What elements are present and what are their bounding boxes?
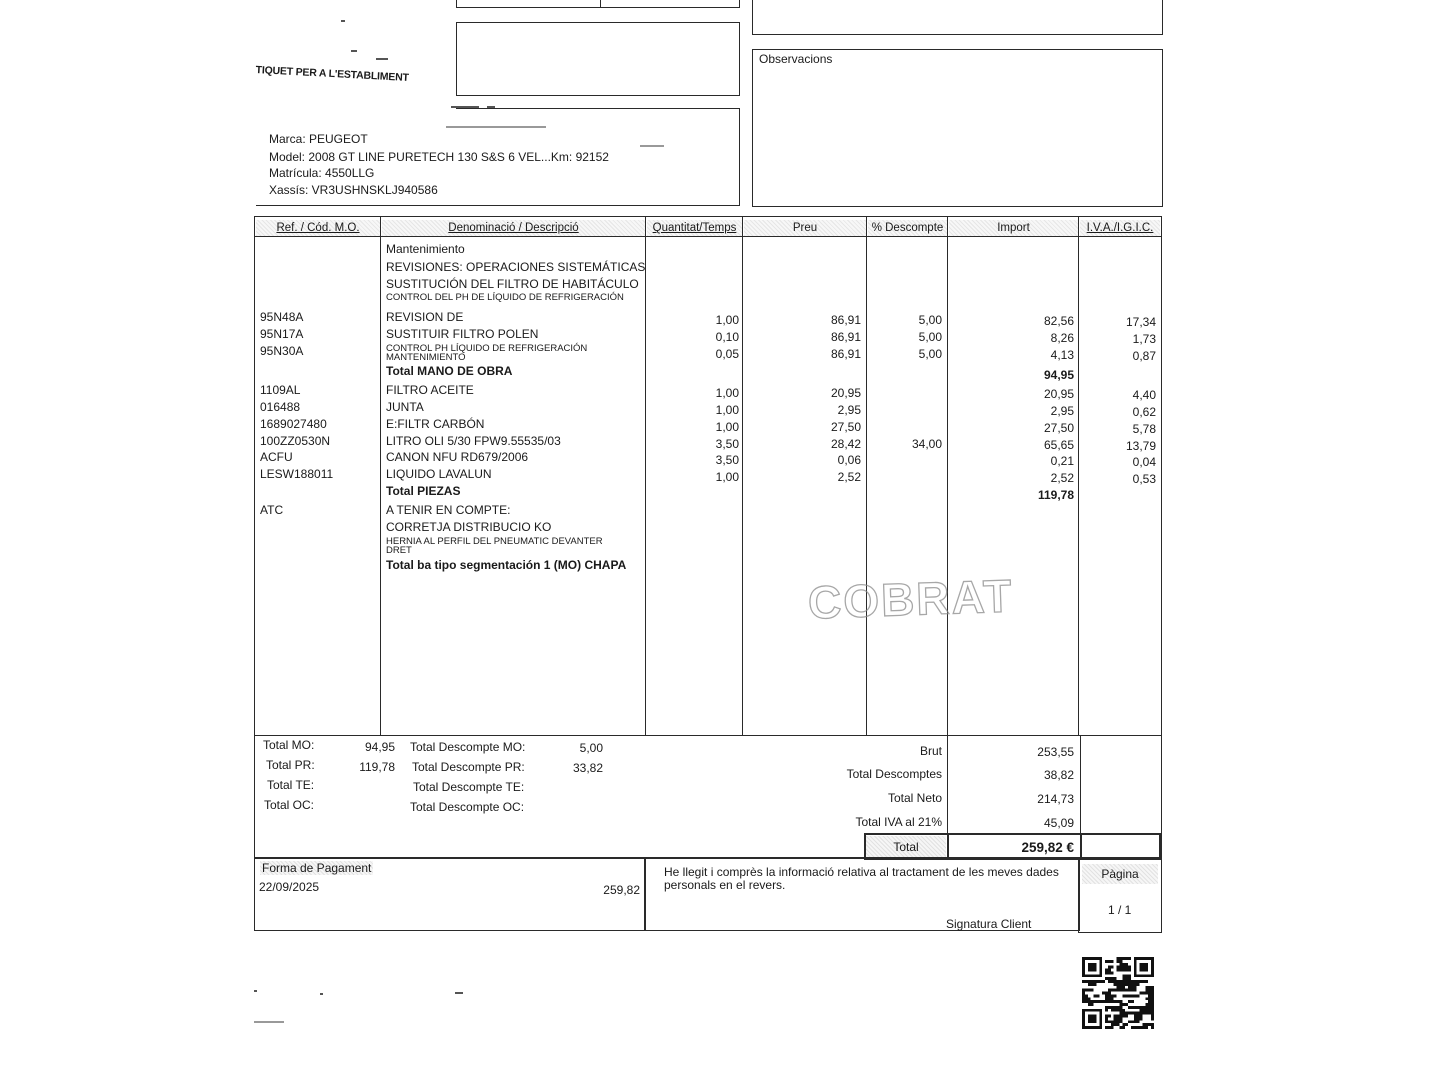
vehicle-box-bottom: [256, 205, 740, 206]
row-discount: 34,00: [911, 437, 942, 451]
row-price: 2,95: [837, 403, 861, 417]
vehicle-brand: Marca: PEUGEOT: [269, 132, 368, 146]
top-left-divider: [600, 0, 601, 8]
row-desc: SUSTITUIR FILTRO POLEN: [386, 327, 539, 341]
descomptes-value: 38,82: [1043, 768, 1074, 782]
row-vat: 13,79: [1125, 439, 1156, 453]
row-desc: REVISION DE: [386, 310, 464, 324]
row-qty: 0,10: [715, 330, 739, 344]
row-desc: CORRETJA DISTRIBUCIO KO: [386, 520, 552, 534]
row-qty: 0,05: [715, 347, 739, 361]
row-price: 2,52: [837, 470, 861, 484]
brut-value: 253,55: [1037, 745, 1074, 759]
col-line: [1078, 216, 1079, 736]
col-line: [742, 216, 743, 736]
col-line: [866, 216, 867, 736]
row-price: 0,06: [837, 453, 861, 467]
row-subtotal: 119,78: [1037, 488, 1074, 502]
scan-speck: [451, 106, 479, 108]
row-vat: 5,78: [1132, 422, 1156, 436]
header-amount-text: Import: [997, 222, 1030, 234]
row-total-label: Total MANO DE OBRA: [386, 364, 513, 378]
header-price-text: Preu: [792, 222, 818, 234]
row-ref: LESW188011: [260, 467, 334, 481]
row-amount: 2,52: [1050, 471, 1074, 485]
row-desc: JUNTA: [386, 400, 424, 414]
privacy-text-1: He llegit i comprès la informació relativa al tractament de les meves dades: [664, 865, 1059, 879]
scan-speck: [640, 145, 664, 147]
row-qty: 1,00: [715, 386, 739, 400]
row-discount: 5,00: [918, 347, 942, 361]
row-price: 86,91: [830, 347, 861, 361]
total-pr-label: Total PR:: [266, 758, 315, 772]
row-vat: 0,04: [1132, 455, 1156, 469]
privacy-text-2: personals en el revers.: [664, 878, 786, 892]
row-amount: 2,95: [1050, 404, 1074, 418]
row-discount: 5,00: [918, 313, 942, 327]
grand-total-divider: [947, 834, 949, 859]
scan-speck: [254, 990, 257, 992]
header-discount-text: % Descompte: [871, 222, 944, 234]
vehicle-chassis: Xassís: VR3USHNSKLJ940586: [269, 183, 438, 197]
scan-speck: [341, 20, 345, 22]
row-amount: 0,21: [1050, 454, 1074, 468]
disc-pr-label: Total Descompte PR:: [412, 760, 525, 774]
paid-stamp: COBRAT: [807, 569, 1015, 629]
col-line: [947, 216, 948, 736]
header-amount: [949, 220, 1078, 236]
row-vat: 4,40: [1132, 388, 1156, 402]
row-amount: 27,50: [1043, 421, 1074, 435]
disc-mo-label: Total Descompte MO:: [410, 740, 526, 754]
row-vat: 1,73: [1132, 332, 1156, 346]
row-desc: HERNIA AL PERFIL DEL PNEUMATIC DEVANTER: [386, 536, 603, 547]
row-qty: 1,00: [715, 403, 739, 417]
row-ref: 1109AL: [260, 383, 301, 397]
row-desc: FILTRO ACEITE: [386, 383, 474, 397]
signature-label: Signatura Client: [946, 917, 1032, 931]
establishment-box: [456, 22, 740, 96]
row-ref: ACFU: [260, 450, 293, 464]
row-desc: Mantenimiento: [386, 242, 465, 256]
grand-total-divider: [1080, 834, 1082, 859]
row-ref: 95N48A: [260, 310, 304, 324]
disc-te-label: Total Descompte TE:: [413, 780, 525, 794]
scan-speck: [487, 106, 495, 108]
header-discount: [868, 220, 947, 236]
vehicle-plate: Matrícula: 4550LLG: [269, 166, 375, 180]
row-amount: 8,26: [1050, 331, 1074, 345]
row-price: 27,50: [830, 420, 861, 434]
row-vat: 17,34: [1125, 315, 1156, 329]
disc-pr-value: 33,82: [572, 761, 603, 775]
row-qty: 1,00: [715, 420, 739, 434]
row-desc: CONTROL PH LÍQUIDO DE REFRIGERACIÓN: [386, 343, 588, 354]
page-label: Pàgina: [1082, 864, 1158, 884]
total-mo-label: Total MO:: [263, 738, 315, 752]
neto-label: Total Neto: [887, 791, 942, 805]
scan-speck: [446, 126, 546, 128]
items-header-line: [254, 236, 1162, 237]
row-total-label: Total PIEZAS: [386, 484, 461, 498]
row-price: 28,42: [830, 437, 861, 451]
neto-value: 214,73: [1037, 792, 1074, 806]
row-amount: 82,56: [1043, 314, 1074, 328]
row-amount: 65,65: [1043, 438, 1074, 452]
row-desc: SUSTITUCIÓN DEL FILTRO DE HABITÁCULO: [386, 277, 639, 291]
brut-label: Brut: [919, 744, 942, 758]
payment-label: Forma de Pagament: [262, 861, 372, 875]
row-qty: 3,50: [715, 453, 739, 467]
header-qty-text: Quantitat/Temps: [652, 222, 737, 234]
total-te-label: Total TE:: [267, 778, 315, 792]
row-ref: 95N17A: [260, 327, 304, 341]
scan-speck: [351, 50, 357, 52]
row-price: 20,95: [830, 386, 861, 400]
row-desc: REVISIONES: OPERACIONES SISTEMÁTICAS: [386, 260, 646, 274]
row-qty: 3,50: [715, 437, 739, 451]
row-desc: E:FILTR CARBÓN: [386, 417, 485, 431]
col-line: [380, 216, 381, 736]
ticket-label: TIQUET PER A L'ESTABLIMENT: [255, 64, 410, 85]
scan-speck: [320, 993, 323, 995]
row-amount: 4,13: [1050, 348, 1074, 362]
iva-value: 45,09: [1043, 816, 1074, 830]
header-ref: [256, 220, 380, 236]
row-desc-cont: MANTENIMIENTO: [386, 352, 466, 363]
payment-date: 22/09/2025: [259, 880, 320, 894]
row-ref: 95N30A: [260, 344, 304, 358]
col-line: [645, 216, 646, 736]
row-vat: 0,62: [1132, 405, 1156, 419]
header-price: [744, 220, 866, 236]
row-qty: 1,00: [715, 313, 739, 327]
descomptes-label: Total Descomptes: [846, 767, 942, 781]
header-ref-text: Ref. / Cód. M.O.: [276, 222, 360, 234]
header-vat: [1080, 220, 1160, 236]
row-desc: LITRO OLI 5/30 FPW9.55535/03: [386, 434, 561, 448]
row-qty: 1,00: [715, 470, 739, 484]
row-amount: 20,95: [1043, 387, 1074, 401]
row-ref: 1689027480: [260, 417, 327, 431]
payment-amount: 259,82: [603, 883, 640, 897]
total-mo-value: 94,95: [364, 740, 395, 754]
row-ref: ATC: [260, 503, 284, 517]
row-desc: LIQUIDO LAVALUN: [386, 467, 492, 481]
header-desc: [382, 220, 645, 236]
scan-speck: [455, 992, 463, 994]
scan-speck: [376, 58, 388, 60]
grand-total-value: 259,82 €: [1021, 840, 1074, 855]
row-discount: 5,00: [918, 330, 942, 344]
row-desc-cont: DRET: [386, 545, 412, 556]
row-ref: 016488: [260, 400, 301, 414]
row-desc: A TENIR EN COMPTE:: [386, 503, 511, 517]
header-desc-text: Denominació / Descripció: [448, 222, 579, 234]
top-right-box: [752, 0, 1163, 35]
header-vat-text: I.V.A./I.G.I.C.: [1086, 222, 1154, 234]
row-vat: 0,53: [1132, 472, 1156, 486]
row-price: 86,91: [830, 313, 861, 327]
row-vat: 0,87: [1132, 349, 1156, 363]
row-desc: CANON NFU RD679/2006: [386, 450, 529, 464]
total-oc-label: Total OC:: [264, 798, 315, 812]
disc-mo-value: 5,00: [579, 741, 603, 755]
scan-speck: [254, 1021, 284, 1023]
grand-total-label: Total: [866, 836, 946, 858]
row-subtotal: 94,95: [1043, 368, 1074, 382]
page-value: 1 / 1: [1108, 903, 1132, 917]
total-pr-value: 119,78: [359, 760, 395, 774]
header-qty: [647, 220, 742, 236]
observations-box: [752, 49, 1163, 207]
observations-label: Observacions: [759, 52, 833, 66]
row-ref: 100ZZ0530N: [260, 434, 331, 448]
qr-code-icon: [1082, 957, 1154, 1029]
vehicle-box-top: [456, 108, 740, 109]
iva-label: Total IVA al 21%: [855, 815, 942, 829]
vehicle-model: Model: 2008 GT LINE PURETECH 130 S&S 6 VEL...Km: 92152: [269, 150, 609, 164]
row-total-label: Total ba tipo segmentación 1 (MO) CHAPA: [386, 558, 627, 572]
top-left-box: [456, 0, 740, 8]
row-price: 86,91: [830, 330, 861, 344]
row-desc: CONTROL DEL PH DE LÍQUIDO DE REFRIGERACIÓN: [386, 292, 624, 303]
disc-oc-label: Total Descompte OC:: [410, 800, 525, 814]
